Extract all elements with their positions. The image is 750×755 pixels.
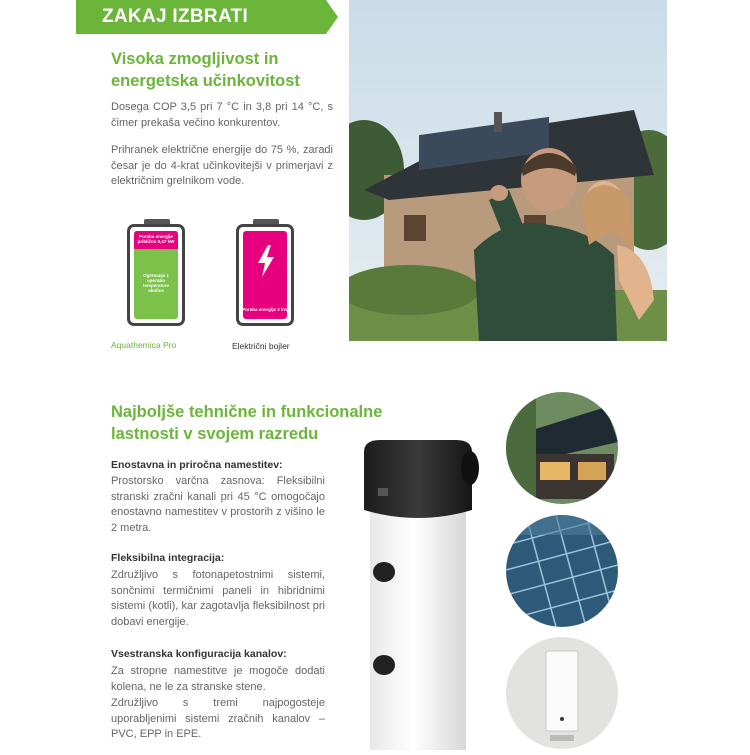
section2-heading-line1: Najboljše tehnične in funkcionalne — [111, 403, 383, 421]
feature-text-ducts-2: Združljivo s tremi najpogosteje uporabljenimi sistemi zračnih kanalov – PVC, EPP in EPE. — [111, 697, 325, 740]
battery-pink-caption: Električni bojler — [232, 341, 290, 351]
circle-photo-solar-panels — [506, 515, 618, 627]
circle-photo-wall-unit — [506, 637, 618, 749]
heat-pump-water-heater — [356, 440, 482, 750]
feature-title-integration: Fleksibilna integracija: — [111, 552, 225, 564]
battery-green — [127, 219, 185, 327]
section1-para1: Dosega COP 3,5 pri 7 °C in 3,8 pri 14 °C, s čimer prekaša večino konkurentov. — [111, 101, 333, 129]
section2-heading-line2: lastnosti v svojem razredu — [111, 425, 319, 443]
section2-heading — [111, 401, 382, 445]
battery-pink — [236, 219, 294, 327]
feature-text-ducts: Za stropne namestitve je mogoče dodati kolena, ne le za stranske stene. — [111, 665, 325, 693]
feature-title-ducts: Vsestranska konfiguracija kanalov: — [111, 648, 287, 660]
section1-heading — [111, 48, 300, 92]
battery-body — [127, 224, 185, 326]
header-banner — [76, 0, 338, 34]
battery-pink-bottom-text: Poraba energije 2 kW — [242, 307, 288, 312]
feature-text-integration: Združljivo s fotonapetostnimi sistemi, sončnimi termičnimi paneli in hibridnimi sistemi (kotli), kar zagotavlja fleksibilnost pri dobavi energije. — [111, 569, 325, 628]
feature-text-installation: Prostorsko varčna zasnova: Fleksibilni stranski zračni kanali pri 45 °C omogočajo enostavno namestitev v prostorih z višino le 2 metra. — [111, 475, 325, 534]
section1-heading-line1: Visoka zmogljivost in — [111, 50, 279, 68]
battery-green-mid-text: Ogrevanje z uporabo temperature okolice — [142, 273, 169, 293]
banner-title: ZAKAJ IZBRATI — [102, 6, 249, 27]
section1-heading-line2: energetska učinkovitost — [111, 72, 300, 90]
lightning-icon — [257, 245, 275, 277]
circle-photo-house — [506, 392, 618, 504]
battery-body — [236, 224, 294, 326]
house-family-photo — [349, 0, 667, 341]
battery-green-caption: Aquathemica Pro — [111, 340, 177, 350]
feature-title-installation: Enostavna in priročna namestitev: — [111, 459, 283, 471]
battery-green-top-text: Poraba energije približno 0,47 kW — [137, 234, 175, 244]
section1-para2: Prihranek električne energije do 75 %, zaradi česar je do 4-krat učinkovitejši v primerjavi z električnim grelnikom vode. — [111, 144, 333, 187]
